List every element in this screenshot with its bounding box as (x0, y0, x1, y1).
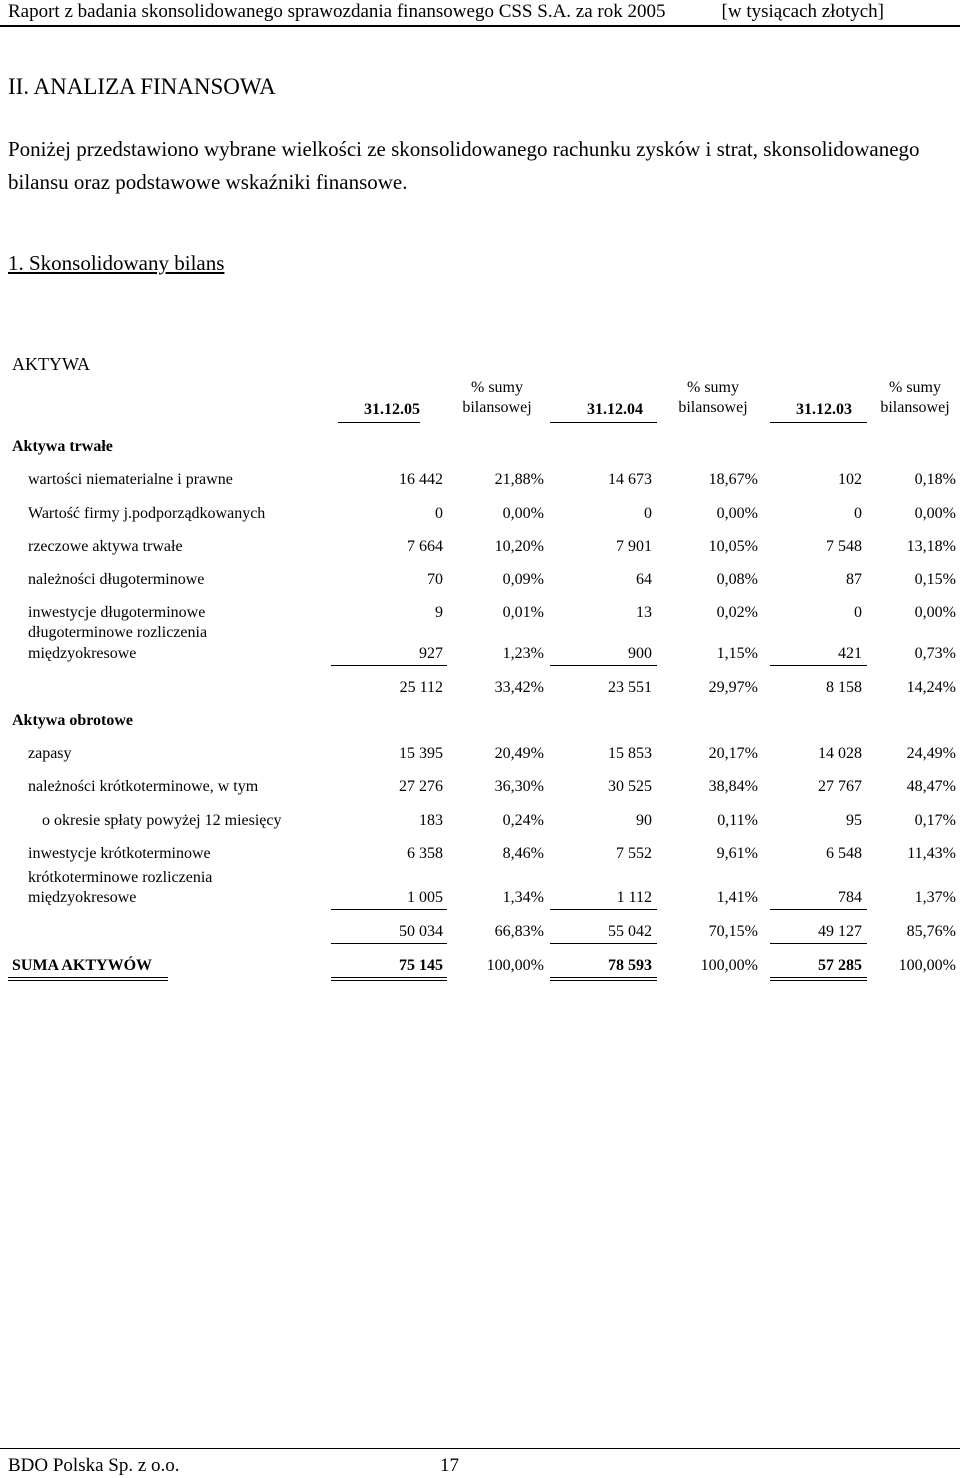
total-assets-2003: 57 285 (818, 957, 862, 974)
value-2004: 15 853 (608, 745, 652, 762)
section-title: II. ANALIZA FINANSOWA (8, 74, 276, 99)
value-2003: 421 (838, 645, 862, 662)
current-assets-percent-2005: 66,83% (494, 923, 544, 940)
row-label: wartości niematerialne i prawne (28, 471, 233, 488)
value-2004: 0 (644, 505, 652, 522)
column-percent-2004: % sumy bilansowej (678, 379, 748, 416)
percent-2004: 10,05% (708, 538, 758, 555)
value-2005: 0 (435, 505, 443, 522)
value-2003: 0 (854, 604, 862, 621)
value-2003: 7 548 (826, 538, 862, 555)
intro-paragraph: Poniżej przedstawiono wybrane wielkości ze skonsolidowanego rachunku zysków i strat, skonsolidowanego bilansu oraz podstawowe wskaźniki finansowe. (8, 137, 920, 194)
value-2005: 16 442 (399, 471, 443, 488)
row-label: o okresie spłaty powyżej 12 miesięcy (42, 812, 282, 829)
subtotal-rule (550, 665, 657, 666)
percent-2005: 1,34% (502, 889, 544, 906)
percent-2004: 0,00% (716, 505, 758, 522)
footer-company: BDO Polska Sp. z o.o. (8, 1455, 180, 1476)
column-date-underline (770, 422, 867, 423)
total-double-rule (8, 980, 168, 981)
row-label: inwestycje długoterminowe (28, 604, 206, 621)
row-label: inwestycje krótkoterminowe (28, 845, 211, 862)
row-label: międzyokresowe (28, 645, 137, 662)
total-assets-label: SUMA AKTYWÓW (12, 957, 153, 974)
row-label: rzeczowe aktywa trwałe (28, 538, 183, 555)
value-2004: 7 901 (616, 538, 652, 555)
percent-2004: 0,08% (716, 571, 758, 588)
column-date-underline (338, 422, 420, 423)
fixed-assets-total-2004: 23 551 (608, 679, 652, 696)
value-2004: 30 525 (608, 778, 652, 795)
total-double-rule (770, 980, 867, 981)
value-2005: 9 (435, 604, 443, 621)
value-2005: 7 664 (407, 538, 443, 555)
column-date-2004: 31.12.04 (587, 401, 643, 418)
subtotal-rule (770, 943, 867, 944)
value-2004: 7 552 (616, 845, 652, 862)
percent-2003: 1,37% (914, 889, 956, 906)
total-assets-percent-2003: 100,00% (898, 957, 956, 974)
total-double-rule (550, 980, 657, 981)
current-assets-percent-2004: 70,15% (708, 923, 758, 940)
percent-2003: 0,00% (914, 604, 956, 621)
fixed-assets-heading: Aktywa trwałe (12, 438, 113, 455)
page-number: 17 (440, 1455, 459, 1476)
percent-2003: 0,15% (914, 571, 956, 588)
current-assets-heading: Aktywa obrotowe (12, 712, 134, 729)
row-label: międzyokresowe (28, 889, 137, 906)
value-2003: 102 (838, 471, 862, 488)
percent-2003: 11,43% (907, 845, 956, 862)
percent-2004: 18,67% (708, 471, 758, 488)
percent-2005: 20,49% (494, 745, 544, 762)
column-percent-2005: % sumy bilansowej (462, 379, 532, 416)
value-2005: 183 (419, 812, 443, 829)
value-2004: 1 112 (616, 889, 652, 906)
subtotal-rule (770, 909, 867, 910)
current-assets-total-2003: 49 127 (818, 923, 862, 940)
total-double-rule (770, 977, 867, 978)
total-double-rule (550, 977, 657, 978)
total-double-rule (331, 980, 447, 981)
subtotal-rule (331, 665, 447, 666)
value-2005: 27 276 (399, 778, 443, 795)
fixed-assets-percent-2004: 29,97% (708, 679, 758, 696)
percent-2005: 10,20% (494, 538, 544, 555)
percent-2003: 0,73% (914, 645, 956, 662)
value-2004: 90 (636, 812, 652, 829)
value-2003: 87 (846, 571, 862, 588)
total-assets-percent-2004: 100,00% (700, 957, 758, 974)
table-title: AKTYWA (12, 354, 90, 374)
row-label: zapasy (28, 745, 72, 762)
percent-2004: 38,84% (708, 778, 758, 795)
value-2003: 784 (838, 889, 862, 906)
row-label: długoterminowe rozliczenia (28, 624, 208, 641)
column-date-2003: 31.12.03 (796, 401, 852, 418)
page-header (0, 0, 960, 27)
current-assets-total-2005: 50 034 (399, 923, 443, 940)
value-2003: 14 028 (818, 745, 862, 762)
total-double-rule (8, 977, 168, 978)
value-2005: 6 358 (407, 845, 443, 862)
percent-2004: 20,17% (708, 745, 758, 762)
value-2004: 13 (636, 604, 652, 621)
value-2003: 27 767 (818, 778, 862, 795)
value-2004: 900 (628, 645, 652, 662)
row-label: krótkoterminowe rozliczenia (28, 869, 213, 886)
fixed-assets-percent-2005: 33,42% (494, 679, 544, 696)
percent-2005: 0,24% (502, 812, 544, 829)
total-double-rule (331, 977, 447, 978)
value-2005: 1 005 (407, 889, 443, 906)
fixed-assets-percent-2003: 14,24% (906, 679, 956, 696)
footer-rule (0, 1448, 960, 1449)
report-title: Raport z badania skonsolidowanego sprawozdania finansowego CSS S.A. za rok 2005 (8, 1, 666, 22)
percent-2004: 1,41% (716, 889, 758, 906)
value-2004: 64 (636, 571, 652, 588)
percent-2004: 9,61% (716, 845, 758, 862)
percent-2005: 21,88% (494, 471, 544, 488)
percent-2005: 8,46% (502, 845, 544, 862)
value-2005: 70 (427, 571, 443, 588)
percent-2004: 0,02% (716, 604, 758, 621)
column-percent-2003: % sumy bilansowej (880, 379, 950, 416)
current-assets-percent-2003: 85,76% (906, 923, 956, 940)
row-label: należności długoterminowe (28, 571, 205, 588)
subtotal-rule (550, 943, 657, 944)
subtotal-rule (770, 665, 867, 666)
value-2005: 15 395 (399, 745, 443, 762)
percent-2003: 24,49% (906, 745, 956, 762)
row-label: Wartość firmy j.podporządkowanych (28, 505, 266, 522)
total-assets-2004: 78 593 (608, 957, 652, 974)
subtotal-rule (331, 909, 447, 910)
value-2003: 0 (854, 505, 862, 522)
value-2003: 6 548 (826, 845, 862, 862)
subtotal-rule (331, 943, 447, 944)
percent-2003: 48,47% (906, 778, 956, 795)
subtotal-rule (550, 909, 657, 910)
value-2004: 14 673 (608, 471, 652, 488)
percent-2005: 36,30% (494, 778, 544, 795)
column-date-2005: 31.12.05 (364, 401, 420, 418)
percent-2005: 0,09% (502, 571, 544, 588)
percent-2005: 1,23% (502, 645, 544, 662)
percent-2003: 0,00% (914, 505, 956, 522)
percent-2004: 1,15% (716, 645, 758, 662)
row-label: należności krótkoterminowe, w tym (28, 778, 259, 795)
percent-2003: 0,18% (914, 471, 956, 488)
percent-2003: 13,18% (906, 538, 956, 555)
percent-2003: 0,17% (914, 812, 956, 829)
column-date-underline (550, 422, 657, 423)
fixed-assets-total-2003: 8 158 (826, 679, 862, 696)
total-assets-2005: 75 145 (399, 957, 443, 974)
value-2003: 95 (846, 812, 862, 829)
percent-2004: 0,11% (717, 812, 758, 829)
percent-2005: 0,01% (502, 604, 544, 621)
percent-2005: 0,00% (502, 505, 544, 522)
total-assets-percent-2005: 100,00% (486, 957, 544, 974)
current-assets-total-2004: 55 042 (608, 923, 652, 940)
subsection-heading: 1. Skonsolidowany bilans (8, 251, 225, 275)
value-2005: 927 (419, 645, 443, 662)
fixed-assets-total-2005: 25 112 (399, 679, 443, 696)
currency-unit: [w tysiącach złotych] (721, 1, 884, 22)
